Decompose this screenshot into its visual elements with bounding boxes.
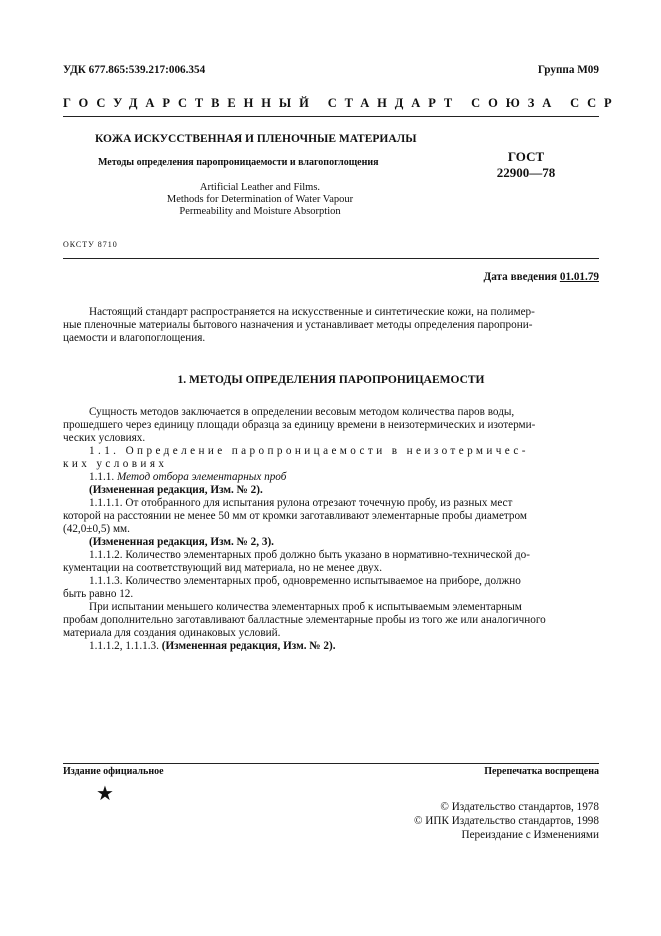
section-1-heading: 1. МЕТОДЫ ОПРЕДЕЛЕНИЯ ПАРОПРОНИЦАЕМОСТИ xyxy=(177,374,485,386)
smaller-line-3: материала для создания одинаковых условий. xyxy=(63,627,281,639)
copyright-1998: © ИПК Издательство стандартов, 1998 xyxy=(413,815,599,827)
intro-date-value: 01.01.79 xyxy=(559,271,599,283)
english-title xyxy=(95,182,425,218)
final-amendment xyxy=(63,640,599,653)
gost-label: ГОСТ xyxy=(507,149,545,164)
english-title-line-1: Artificial Leather and Films. xyxy=(199,182,321,193)
okstu-code: ОКСТУ 8710 xyxy=(63,240,118,249)
clause-1-1-1-2-line-1: 1.1.1.2. Количество элементарных проб должно быть указано в нормативно-технической до- xyxy=(89,549,530,561)
clause-1-1-1-2 xyxy=(63,549,599,575)
clause-1-1-line-2: ких условиях xyxy=(63,458,168,470)
intro-line-3: цаемости и влагопоглощения. xyxy=(63,332,206,344)
smaller-line-1: При испытании меньшего количества элементарных проб к испытываемым элементарным xyxy=(89,601,522,613)
final-amendment-ref: 1.1.1.2, 1.1.1.3. xyxy=(89,640,159,652)
state-standard-header: ГОСУДАРСТВЕННЫЙ СТАНДАРТ СОЮЗА ССР xyxy=(63,96,620,110)
essence-line-1: Сущность методов заключается в определении весовым методом количества паров воды, xyxy=(89,406,515,418)
clause-1-1-1 xyxy=(63,471,599,497)
smaller-quantity-paragraph xyxy=(63,601,599,640)
essence-line-2: прошедшего через единицу площади образца за единицу времени в неизотермических и изотерми- xyxy=(63,419,536,431)
copyright-block xyxy=(414,800,599,842)
clause-1-1-1-1-line-3: (42,0±0,5) мм. xyxy=(63,523,130,535)
reissue-note: Переиздание с Изменениями xyxy=(461,829,599,841)
clause-1-1-1-number: 1.1.1. xyxy=(89,471,115,483)
clause-1-1-1-2-line-2: кументации на соответствующий вид материала, но не менее двух. xyxy=(63,562,382,574)
amendment-note-3: (Измененная редакция, Изм. № 2). xyxy=(161,640,336,652)
intro-date xyxy=(484,271,599,284)
intro-date-label: Дата введения xyxy=(483,271,558,283)
official-edition-label: Издание официальное xyxy=(63,766,164,777)
header-divider xyxy=(63,116,599,117)
amendment-note-2: (Измененная редакция, Изм. № 2, 3). xyxy=(89,536,274,548)
clause-1-1-1-1 xyxy=(63,497,599,549)
footer-divider xyxy=(63,763,599,764)
clause-1-1-1-3-line-1: 1.1.1.3. Количество элементарных проб, одновременно испытываемое на приборе, должно xyxy=(89,575,521,587)
smaller-line-2: пробам дополнительно заготавливают балластные элементарные пробы из того же или аналогичного xyxy=(63,614,546,626)
clause-1-1-1-1-line-1: 1.1.1.1. От отобранного для испытания рулона отрезают точечную пробу, из разных мест xyxy=(89,497,513,509)
clause-1-1-1-3 xyxy=(63,575,599,601)
gost-designation xyxy=(481,149,571,181)
clause-1-1-1-3-line-2: быть равно 12. xyxy=(63,588,134,600)
intro-paragraph xyxy=(63,306,599,345)
copyright-1978: © Издательство стандартов, 1978 xyxy=(440,801,599,813)
essence-paragraph xyxy=(63,406,599,445)
essence-line-3: ческих условиях. xyxy=(63,432,146,444)
clause-1-1-1-title: Метод отбора элементарных проб xyxy=(116,471,287,483)
document-title: КОЖА ИСКУССТВЕННАЯ И ПЛЕНОЧНЫЕ МАТЕРИАЛЫ xyxy=(95,133,417,145)
document-subtitle: Методы определения паропроницаемости и влагопоглощения xyxy=(98,157,379,168)
clause-1-1-1-1-line-2: которой на расстоянии не менее 50 мм от кромки заготавливают элементарные пробы диаметром xyxy=(63,510,527,522)
clause-1-1-line-1: 1.1. Определение паропроницаемости в неизотермичес- xyxy=(89,445,529,457)
intro-line-1: Настоящий стандарт распространяется на искусственные и синтетические кожи, на полимер- xyxy=(89,306,535,318)
gost-number: 22900—78 xyxy=(496,165,556,180)
clause-1-1 xyxy=(63,445,599,471)
english-title-line-2: Methods for Determination of Water Vapour xyxy=(166,194,354,205)
group-code: Группа М09 xyxy=(537,64,599,76)
star-icon: ★ xyxy=(96,783,114,805)
reprint-prohibited-label: Перепечатка воспрещена xyxy=(484,766,599,777)
udk-code: УДК 677.865:539.217:006.354 xyxy=(63,64,206,76)
english-title-line-3: Permeability and Moisture Absorption xyxy=(179,206,341,217)
title-divider xyxy=(63,258,599,259)
amendment-note-1: (Измененная редакция, Изм. № 2). xyxy=(89,484,263,496)
intro-line-2: ные пленочные материалы бытового назначения и устанавливает методы определения паропрони- xyxy=(63,319,533,331)
